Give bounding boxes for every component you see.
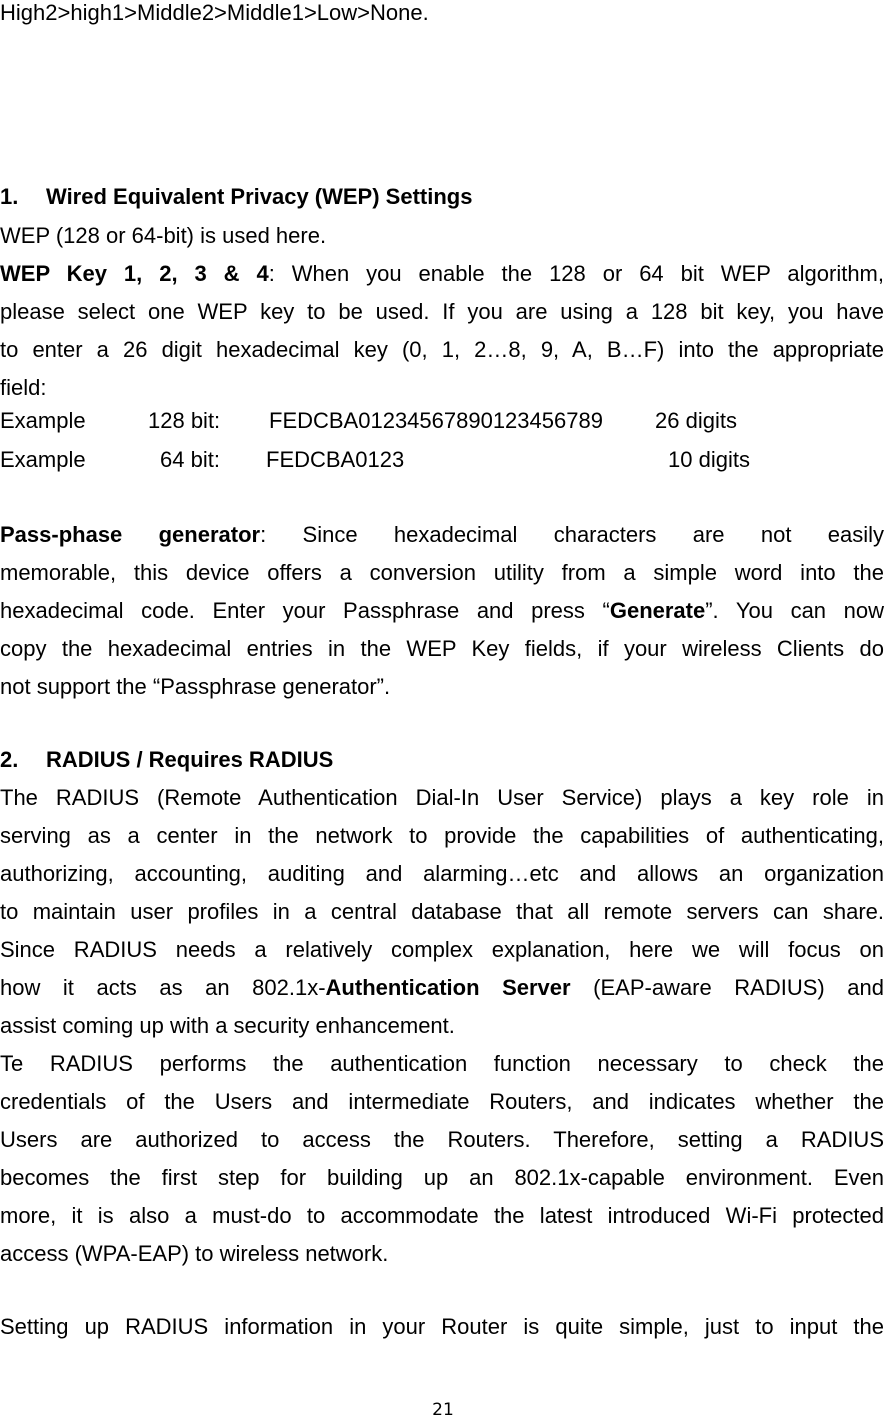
example-row-128 [0,402,884,440]
priority-order-text: High2>high1>Middle2>Middle1>Low>None. [0,0,429,25]
generate-term: Generate [609,598,706,623]
radius-paragraph-line: more, it is also a must-do to accommodate the latest introduced Wi-Fi protected [0,1203,884,1228]
passphrase-paragraph-line: hexadecimal code. Enter your Passphrase and press “Generate”. You can now [0,598,884,623]
section-title: RADIUS / Requires RADIUS [46,747,334,772]
example-key: FEDCBA01234567890123456789 [269,408,603,433]
wep-key-paragraph-line: please select one WEP key to be used. If you are using a 128 bit key, you have [0,299,884,324]
passphrase-label: Pass-phase generator [0,522,261,547]
passphrase-paragraph-line: copy the hexadecimal entries in the WEP Key fields, if your wireless Clients do [0,636,884,661]
example-row-64 [0,441,884,479]
example-bits: 128 bit: [148,408,221,433]
section-heading-radius [0,741,884,779]
passphrase-paragraph-line: Pass-phase generator: Since hexadecimal characters are not easily [0,522,885,547]
radius-paragraph-line: becomes the first step for building up an 802.1x-capable environment. Even [0,1165,884,1190]
wep-key-paragraph-line: field: [0,375,47,400]
radius-paragraph-line: to maintain user profiles in a central database that all remote servers can share. [0,899,884,924]
radius-setup-paragraph-line: Setting up RADIUS information in your Router is quite simple, just to input the [0,1314,884,1339]
wep-key-paragraph-line: WEP Key 1, 2, 3 & 4: When you enable the 128 or 64 bit WEP algorithm, [0,261,884,286]
wep-intro-text: WEP (128 or 64-bit) is used here. [0,223,327,248]
wep-key-paragraph-line: to enter a 26 digit hexadecimal key (0, 1, 2…8, 9, A, B…F) into the appropriate [0,337,884,362]
radius-paragraph-line: access (WPA-EAP) to wireless network. [0,1241,389,1266]
wep-key-label: WEP Key 1, 2, 3 & 4 [0,261,269,286]
section-number: 2. [0,747,19,772]
radius-paragraph-line: serving as a center in the network to provide the capabilities of authenticating, [0,823,884,848]
example-digits: 26 digits [655,408,737,433]
radius-paragraph-line: assist coming up with a security enhancement. [0,1013,455,1038]
section-title: Wired Equivalent Privacy (WEP) Settings [46,184,473,209]
radius-paragraph-line: how it acts as an 802.1x-Authentication Server (EAP-aware RADIUS) and [0,975,884,1000]
example-label: Example [0,447,86,472]
passphrase-paragraph-line: memorable, this device offers a conversion utility from a simple word into the [0,560,884,585]
example-bits: 64 bit: [160,447,220,472]
radius-paragraph-line: Te RADIUS performs the authentication function necessary to check the [0,1051,884,1076]
example-key: FEDCBA0123 [266,447,405,472]
radius-paragraph-line: credentials of the Users and intermediate Routers, and indicates whether the [0,1089,884,1114]
radius-paragraph-line: authorizing, accounting, auditing and alarming…etc and allows an organization [0,861,884,886]
example-label: Example [0,408,86,433]
passphrase-paragraph-line: not support the “Passphrase generator”. [0,674,391,699]
page-number: 21 [432,1400,454,1420]
radius-paragraph-line: Users are authorized to access the Routers. Therefore, setting a RADIUS [0,1127,884,1152]
section-heading-wep [0,178,884,216]
example-digits: 10 digits [668,447,750,472]
section-number: 1. [0,184,19,209]
authentication-server-term: Authentication Server [325,975,571,1000]
radius-paragraph-line: Since RADIUS needs a relatively complex explanation, here we will focus on [0,937,884,962]
radius-paragraph-line: The RADIUS (Remote Authentication Dial-In User Service) plays a key role in [0,785,884,810]
